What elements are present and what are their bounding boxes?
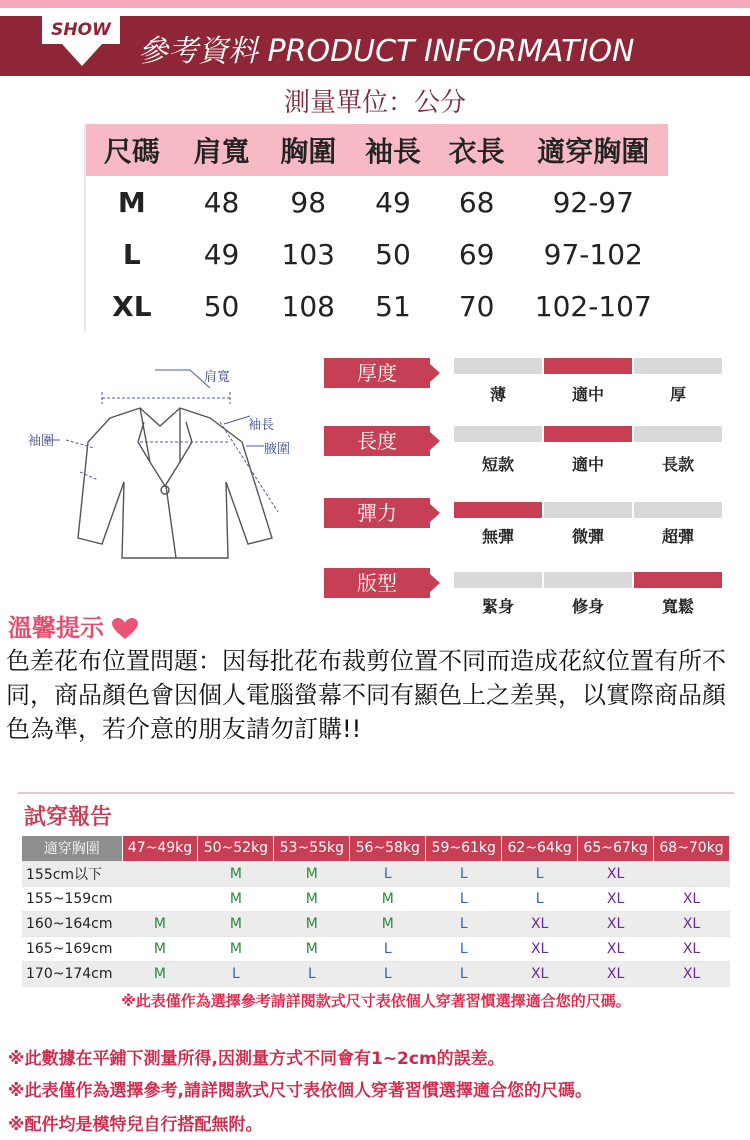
footer-note: ※配件均是模特兒自行搭配無附。 [8, 1115, 263, 1135]
fit-cell: 155cm以下 [22, 861, 122, 886]
attribute-label: 厚度 [324, 358, 430, 388]
fit-header-cell: 59~61kg [426, 836, 502, 861]
fit-cell: M [350, 911, 426, 936]
size-header-cell: 衣長 [448, 135, 505, 168]
fit-header-cell: 53~55kg [274, 836, 350, 861]
diagram-label-sleeve-circ: 袖圍 [28, 434, 55, 449]
fit-cell: 170~174cm [22, 961, 122, 986]
fit-cell: M [122, 936, 198, 961]
fit-report-note: ※此表僅作為選擇參考請詳閱款式尺寸表依個人穿著習慣選擇適合您的尺碼。 [121, 992, 631, 1010]
size-table [84, 124, 668, 332]
fit-cell: M [198, 886, 274, 911]
attribute-option: 修身 [571, 597, 604, 616]
fit-cell: L [350, 861, 426, 886]
fit-cell: XL [578, 911, 654, 936]
size-cell: M [117, 185, 146, 219]
size-row-m [86, 176, 668, 228]
fit-cell: M [274, 911, 350, 936]
fit-cell: L [426, 936, 502, 961]
fit-cell: XL [578, 861, 654, 886]
fit-cell: M [122, 961, 198, 986]
arrow-right-icon [430, 432, 440, 450]
size-cell: 48 [203, 185, 240, 219]
top-stripe [0, 0, 750, 8]
size-cell: 50 [203, 289, 240, 323]
footer-note: ※此數據在平鋪下測量所得,因測量方式不同會有1~2cm的誤差。 [8, 1049, 505, 1069]
fit-cell: L [426, 961, 502, 986]
level-segment [544, 502, 632, 518]
size-row-xl [86, 280, 668, 332]
fit-cell: L [426, 886, 502, 911]
arrow-right-icon [430, 364, 440, 382]
size-cell: 102-107 [534, 289, 652, 323]
attribute-option: 適中 [571, 385, 604, 404]
attribute-option: 薄 [489, 385, 506, 404]
fit-cell: M [274, 886, 350, 911]
fit-header-cell: 適穿胸圍 [22, 836, 122, 861]
attribute-option: 無彈 [481, 527, 514, 546]
size-row-l [86, 228, 668, 280]
size-cell: 108 [281, 289, 335, 323]
level-segment [544, 358, 632, 374]
fit-cell: L [198, 961, 274, 986]
level-segment [634, 502, 722, 518]
page-title: 參考資料 PRODUCT INFORMATION [138, 34, 635, 69]
attribute-option: 超彈 [661, 527, 694, 546]
level-segment [634, 426, 722, 442]
unit-line: 測量單位：公分 [283, 88, 466, 118]
level-segment [634, 572, 722, 588]
attribute-label: 彈力 [324, 498, 430, 528]
level-segment [634, 358, 722, 374]
arrow-right-icon [430, 504, 440, 522]
diagram-label-waist: 腋圍 [264, 442, 291, 457]
fit-cell: M [198, 861, 274, 886]
fit-cell: M [274, 861, 350, 886]
fit-cell: XL [654, 961, 730, 986]
fit-cell: L [502, 886, 578, 911]
size-cell: 49 [375, 185, 411, 219]
size-cell: 51 [375, 289, 411, 323]
fit-cell: XL [654, 911, 730, 936]
size-cell: XL [112, 289, 152, 323]
tips-title-text: 溫馨提示 [8, 614, 104, 642]
attribute-option: 緊身 [481, 597, 514, 616]
fit-cell: L [274, 961, 350, 986]
size-cell: 98 [290, 185, 327, 219]
size-cell: 69 [458, 237, 495, 271]
measurement-diagram [20, 362, 310, 580]
fit-cell [654, 861, 730, 886]
attribute-option: 短款 [481, 455, 514, 474]
fit-cell: XL [578, 961, 654, 986]
fit-report-table [22, 836, 730, 987]
level-segment [454, 358, 542, 374]
fit-cell: XL [502, 911, 578, 936]
fit-cell: 155~159cm [22, 886, 122, 911]
show-arrow-icon [62, 44, 102, 66]
size-header-cell: 袖長 [364, 135, 421, 168]
fit-cell: XL [578, 936, 654, 961]
fit-cell: 165~169cm [22, 936, 122, 961]
fit-cell: M [198, 911, 274, 936]
fit-cell: 160~164cm [22, 911, 122, 936]
arrow-right-icon [430, 574, 440, 592]
size-cell: 49 [203, 237, 240, 271]
fit-header-cell: 47~49kg [122, 836, 198, 861]
fit-cell: L [502, 861, 578, 886]
attribute-option: 厚 [669, 385, 686, 404]
show-tab: SHOW [42, 16, 120, 44]
fit-header-cell: 56~58kg [350, 836, 426, 861]
fit-cell: L [350, 936, 426, 961]
level-segment [454, 502, 542, 518]
fit-row [22, 911, 730, 936]
size-cell: 103 [281, 237, 335, 271]
fit-cell: XL [654, 936, 730, 961]
fit-cell: XL [502, 961, 578, 986]
fit-row [22, 936, 730, 961]
fit-report [18, 792, 734, 1020]
fit-row [22, 886, 730, 911]
fit-cell: XL [502, 936, 578, 961]
size-header-cell: 胸圍 [280, 135, 337, 168]
level-segment [544, 426, 632, 442]
size-header-cell: 肩寬 [193, 135, 250, 168]
attribute-option: 長款 [661, 455, 694, 474]
fit-cell: L [426, 861, 502, 886]
footer-note: ※此表僅作為選擇參考,請詳閱款式尺寸表依個人穿著習慣選擇適合您的尺碼。 [8, 1081, 592, 1101]
fit-header-cell: 50~52kg [198, 836, 274, 861]
fit-cell [122, 861, 198, 886]
size-cell: 92-97 [552, 185, 634, 219]
diagram-label-shoulder: 肩寬 [204, 370, 231, 385]
fit-header-cell: 68~70kg [654, 836, 730, 861]
fit-cell: XL [654, 886, 730, 911]
diagram-label-sleeve-length: 袖長 [248, 418, 275, 433]
tips-body: 色差花布位置問題：因每批花布裁剪位置不同而造成花紋位置有所不同，商品顏色會因個人電腦螢幕不同有顯色上之差異，以實際商品顏色為準，若介意的朋友請勿訂購!! [6, 647, 726, 743]
fit-cell: M [350, 886, 426, 911]
size-header-cell: 尺碼 [103, 135, 160, 168]
attribute-option: 微彈 [571, 527, 604, 546]
size-cell: 50 [375, 237, 411, 271]
fit-cell: M [122, 911, 198, 936]
tips-title [8, 608, 138, 643]
fit-cell: L [350, 961, 426, 986]
level-segment [544, 572, 632, 588]
attribute-label: 版型 [324, 568, 430, 598]
fit-cell: M [198, 936, 274, 961]
size-cell: 97-102 [543, 237, 643, 271]
level-segment [454, 572, 542, 588]
attribute-option: 寬鬆 [661, 597, 694, 616]
fit-row [22, 961, 730, 986]
size-cell: 68 [458, 185, 495, 219]
size-header-cell: 適穿胸圍 [537, 135, 650, 168]
fit-cell: M [274, 936, 350, 961]
size-table-header [86, 124, 668, 176]
size-cell: L [122, 237, 141, 271]
fit-cell [122, 886, 198, 911]
attribute-label: 長度 [324, 426, 430, 456]
fit-cell: XL [578, 886, 654, 911]
size-cell: 70 [458, 289, 495, 323]
fit-report-title: 試穿報告 [24, 805, 113, 830]
fit-header-cell: 62~64kg [502, 836, 578, 861]
fit-header-row [22, 836, 730, 861]
attribute-option: 適中 [571, 455, 604, 474]
fit-cell: L [426, 911, 502, 936]
heart-icon [112, 618, 138, 640]
jacket-outline-icon [20, 362, 310, 580]
fit-header-cell: 65~67kg [578, 836, 654, 861]
level-segment [454, 426, 542, 442]
fit-row [22, 861, 730, 886]
